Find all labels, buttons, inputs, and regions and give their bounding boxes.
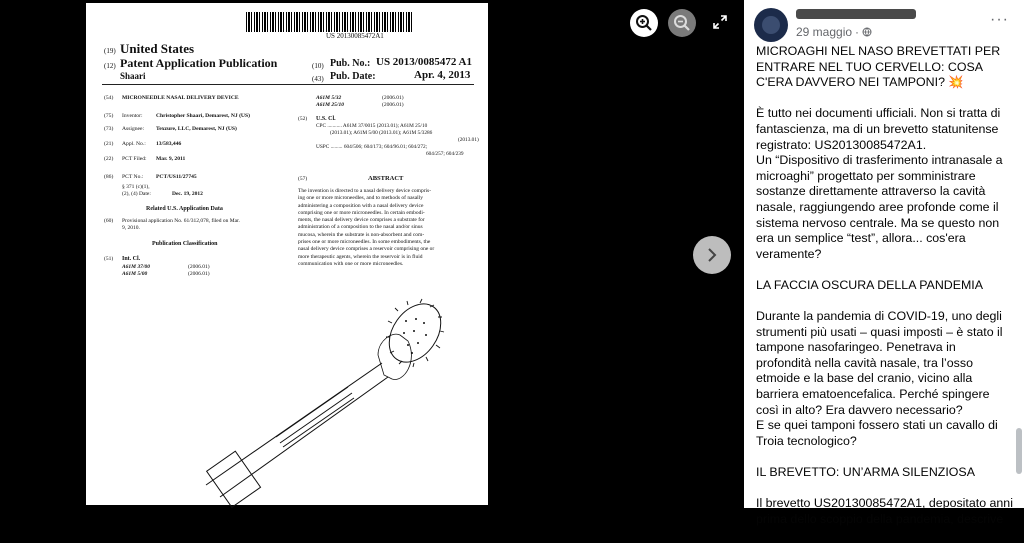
patent-field-row [104, 141, 181, 147]
class-row [122, 271, 210, 278]
microneedle-device-drawing [86, 291, 488, 505]
field-number: (52) [298, 116, 308, 122]
abstract-line: mucosa, wherein the substrate is non-absorbent and com- [298, 231, 425, 238]
class-row [316, 95, 404, 102]
abstract-line: prises one or more microneedles. In some embodiments, the [298, 239, 431, 246]
int-cl-rows [122, 264, 210, 278]
cpc-line: (2013.01); A61M 5/00 (2013.01); A61M 5/3286 [330, 130, 433, 136]
field-number: (75) [104, 113, 114, 119]
pub-no: US 2013/0085472 A1 [376, 56, 472, 68]
meta-separator: · [855, 25, 860, 39]
provisional-line: 9, 2010. [122, 225, 140, 231]
scrollbar[interactable] [1016, 428, 1022, 474]
patent-document-image [86, 3, 488, 505]
zoom-in-button[interactable] [630, 9, 658, 37]
provisional [122, 218, 240, 232]
int-cl: Int. Cl. [122, 256, 141, 262]
field-number: (60) [104, 218, 114, 224]
abstract-line: communication with one or more microneedles. [298, 260, 404, 267]
cpc [316, 123, 479, 158]
abstract-line: ments, the nasal delivery device comprises a substrate for [298, 217, 425, 224]
abstract-line: nasal delivery device comprises a reservoir comprising one or [298, 246, 435, 253]
class-year: (2006.01) [382, 95, 404, 101]
field-number: (43) [312, 75, 324, 83]
cpc-line: CPC ........... A61M 37/0015 (2013.01); A61M 25/10 [316, 123, 428, 129]
zoom-in-icon [635, 14, 653, 32]
country: United States [120, 41, 195, 56]
class-year: (2006.01) [188, 264, 210, 270]
pub-date-label: Pub. Date: [330, 71, 376, 82]
field-number: (73) [104, 126, 114, 132]
zoom-out-button[interactable] [668, 9, 696, 37]
pub-no-label: Pub. No.: [330, 58, 371, 69]
abstract-line: more therapeutic agents, wherein the reservoir is in fluid [298, 253, 423, 260]
field-number: (21) [104, 141, 114, 147]
field-value: PCT/US11/27745 [156, 174, 197, 180]
class-year: (2006.01) [382, 102, 404, 108]
field-number: (57) [298, 176, 308, 182]
chevron-right-icon [704, 247, 720, 263]
pub-class-heading: Publication Classification [152, 241, 218, 247]
zoom-out-icon [673, 14, 691, 32]
abstract-heading: ABSTRACT [368, 175, 404, 182]
pub-number-top: US 20130085472A1 [326, 32, 384, 40]
class-row [316, 102, 404, 109]
patent-field-row [104, 126, 237, 132]
patent-field-row [104, 156, 185, 162]
sec371-date: Dec. 19, 2012 [172, 191, 203, 197]
class-code: A61M 25/10 [316, 102, 344, 108]
cpc-line: (2013.01) [458, 137, 479, 143]
patent-field-row [104, 174, 197, 180]
post-title: MICROAGHI NEL NASO BREVETTATI PER ENTRARE NEL TUO CERVELLO: COSA C'ERA DAVVERO NEI TAMPONI? 💥 [756, 44, 1001, 90]
avatar[interactable] [754, 8, 788, 42]
us-cl: U.S. Cl. [316, 116, 336, 122]
field-number: (86) [104, 174, 114, 180]
patent-field-row [104, 95, 239, 101]
expand-button[interactable] [711, 13, 729, 31]
class-code: A61M 5/00 [122, 271, 148, 277]
field-number: (12) [104, 62, 116, 70]
field-number: (54) [104, 95, 114, 101]
field-label: Appl. No.: [122, 141, 146, 147]
field-value: 13/583,446 [156, 141, 182, 147]
sec371-line: § 371 (c)(1), [122, 184, 150, 190]
field-label: PCT No.: [122, 174, 144, 180]
class-year: (2006.01) [188, 271, 210, 277]
abstract-line: comprising one or more microneedles. In certain embodi- [298, 209, 425, 216]
field-number: (10) [312, 62, 324, 70]
class-code: A61M 37/00 [122, 264, 150, 270]
field-number: (51) [104, 256, 114, 262]
field-label: PCT Filed: [122, 156, 147, 162]
field-value: Texzure, LLC, Demarest, NJ (US) [156, 126, 237, 132]
post-heading: IL BREVETTO: UN’ARMA SILENZIOSA [756, 465, 975, 480]
class-row [122, 264, 210, 271]
expand-icon [713, 15, 727, 29]
more-options-button[interactable]: ··· [990, 11, 1009, 28]
uspc-line: USPC ......... 604/506; 604/173; 604/96.01; 604/272; [316, 144, 428, 150]
field-value: Christopher Shaari, Demarest, NJ (US) [156, 113, 250, 119]
abstract-line: The invention is directed to a nasal delivery device compris- [298, 188, 432, 194]
related-heading: Related U.S. Application Data [146, 206, 223, 212]
abstract-line: administering a composition with a nasal delivery device [298, 202, 424, 209]
post-meta [796, 25, 872, 39]
post-text [756, 44, 1014, 543]
doc-type: Patent Application Publication [120, 56, 278, 70]
field-value: MICRONEEDLE NASAL DELIVERY DEVICE [122, 95, 239, 101]
class-code: A61M 5/32 [316, 95, 342, 101]
sec371 [122, 184, 151, 198]
post-panel [744, 0, 1024, 526]
header-rule [102, 84, 474, 85]
post-paragraph: È tutto nei documenti ufficiali. Non si tratta di fantascienza, ma di un brevetto statunitense registrato: US20130085472A1. [756, 106, 1001, 152]
abstract-line: ing one or more microneedles, and to methods of nasally [298, 195, 423, 202]
post-paragraph: Un “Dispositivo di trasferimento intranasale a microaghi” progettato per somministrare sostanze direttamente attraverso la cavità nasale, raggiungendo aree profonde come il sistema nervoso centrale. Ma se questo non era un semplice “test”, allora... cos'era veramente? [756, 153, 1003, 261]
patent-field-row [104, 113, 250, 119]
post-date[interactable]: 29 maggio [796, 25, 853, 39]
abstract-line: administration of a composition to the nasal and/or sinus [298, 224, 423, 231]
field-number: (22) [104, 156, 114, 162]
sec371-line: (2), (4) Date: [122, 191, 151, 197]
post-heading: LA FACCIA OSCURA DELLA PANDEMIA [756, 277, 984, 292]
uspc-line: 604/257; 604/239 [426, 151, 464, 157]
barcode [246, 12, 412, 32]
post-paragraph: Durante la pandemia di COVID-19, uno degli strumenti più usati – quasi imposti – è stato il tampone nasofaringeo. Penetrava in profondità nella cavità nasale, tra l’osso etmoide e la base del cranio, vicino alla barriera ematoencefalica. Perché spingere così in alto? Era davvero necessario? [756, 309, 1003, 417]
abstract-text [298, 188, 434, 268]
author-name-redacted[interactable] [796, 9, 916, 19]
field-label: Inventor: [122, 113, 143, 119]
right-cl-rows [316, 95, 404, 109]
field-label: Assignee: [122, 126, 145, 132]
globe-icon [862, 27, 872, 37]
field-number: (19) [104, 47, 116, 55]
field-value: Mar. 9, 2011 [156, 156, 186, 162]
post-paragraph: Il brevetto US20130085472A1, depositato anni prima dello scoppio della pandemia, descrive [756, 496, 1013, 526]
pub-date: Apr. 4, 2013 [414, 69, 471, 81]
next-photo-button[interactable] [693, 236, 731, 274]
inventor-short: Shaari [120, 71, 146, 81]
provisional-line: Provisional application No. 61/312,078, filed on Mar. [122, 218, 240, 224]
post-paragraph: E se quei tamponi fossero stati un cavallo di Troia tecnologico? [756, 418, 998, 448]
